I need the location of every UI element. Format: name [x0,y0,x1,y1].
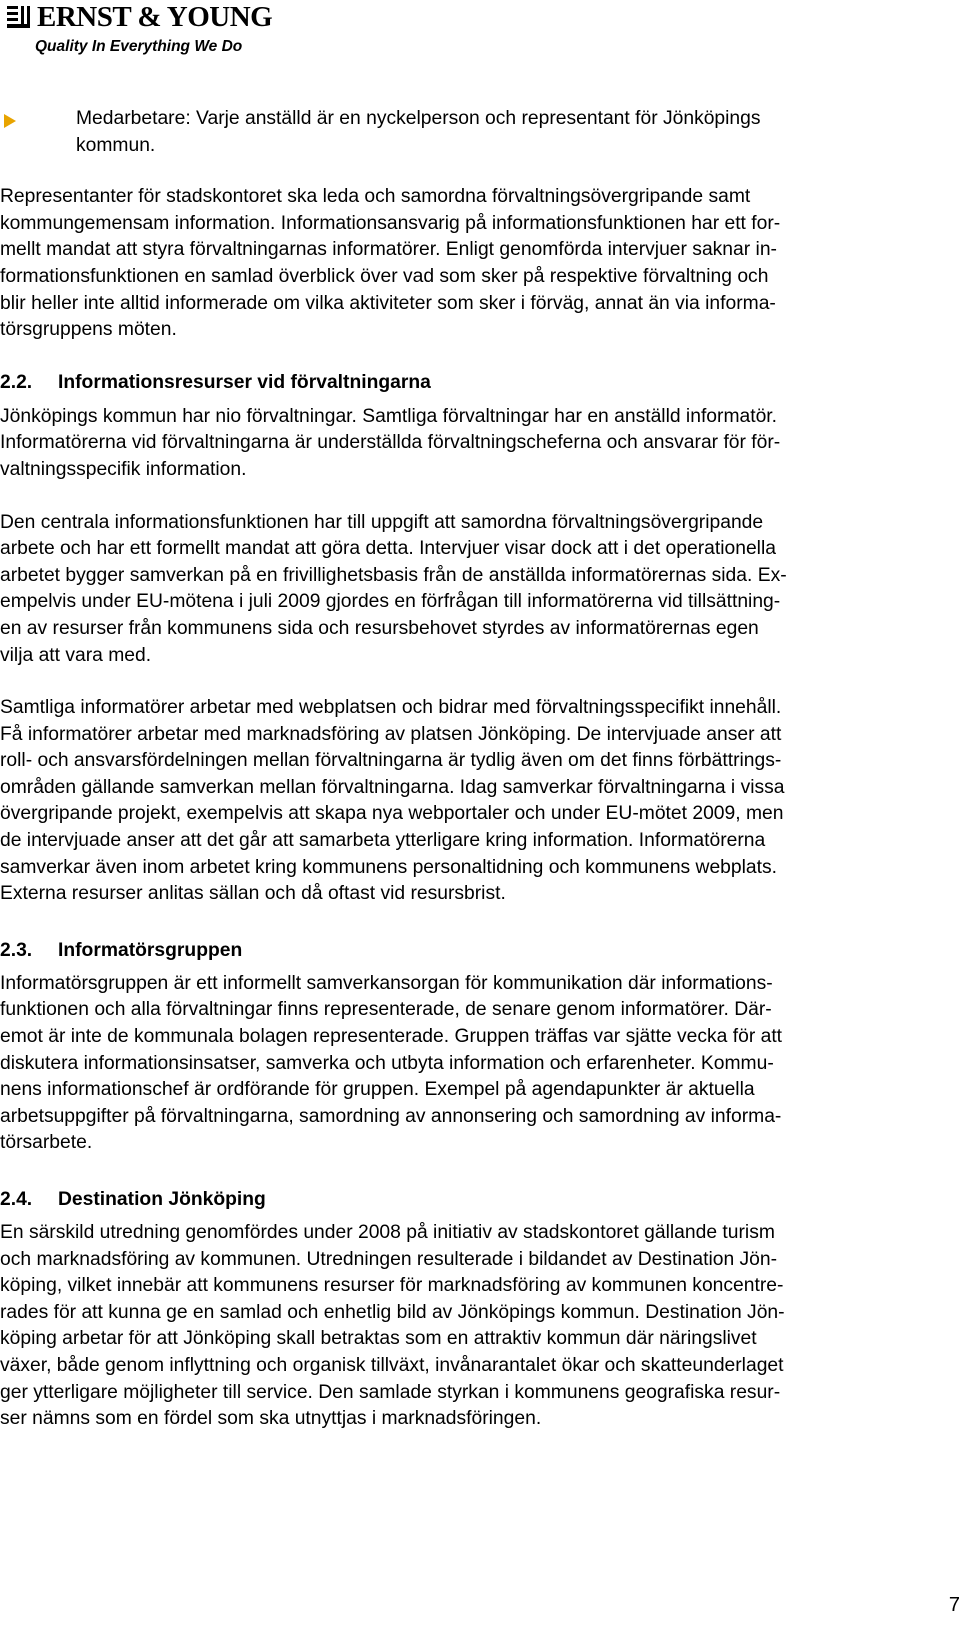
section-title: Informationsresurser vid förvaltningarna [58,371,431,393]
text-line: arbete och har ett formellt mandat att göra detta. Intervjuer visar dock att i det operationella [0,538,776,560]
text-line: Informatörsgruppen är ett informellt samverkansorgan för kommunikation där informations- [0,972,773,994]
triangle-right-icon [4,114,16,128]
company-tagline: Quality In Everything We Do [35,38,243,55]
text-line: kommungemensam information. Informationsansvarig på informationsfunktionen har ett for- [0,212,781,234]
text-line: roll- och ansvarsfördelningen mellan förvaltningarna är tydlig även om det finns förbättrings- [0,750,782,772]
text-line: arbetet bygger samverkan på en frivillighetsbasis från de anställda informatörernas sida. Ex- [0,564,787,586]
text-line: och marknadsföring av kommunen. Utredningen resulterade i bildandet av Destination Jön- [0,1248,778,1270]
text-line: funktionen och alla förvaltningar finns representerade, de senare genom informatörer. Där- [0,999,772,1021]
section-number: 2.2. [0,371,33,393]
section-title: Destination Jönköping [58,1189,266,1210]
company-name: ERNST & YOUNG [37,1,273,33]
text-line: Få informatörer arbetar med marknadsföring av platsen Jönköping. De intervjuade anser att [0,723,782,745]
bullet-line: kommun. [76,134,156,156]
text-line: emot är inte de kommunala bolagen representerade. Gruppen träffas var sjätte vecka för att [0,1026,783,1048]
text-line: de intervjuade anser att det går att samarbeta ytterligare kring information. Informatörerna [0,830,766,852]
text-line: Samtliga informatörer arbetar med webplatsen och bidrar med förvaltningsspecifikt innehåll. [0,697,782,719]
bullet-item [0,106,952,159]
text-line: samverkar även inom arbetet kring kommunens personaltidning och kommunens webplats. [0,856,777,878]
text-line: törsarbete. [0,1132,93,1154]
paragraph-forvaltningar [0,404,952,484]
text-line: ser nämns som en fördel som ska utnyttjas i marknadsföringen. [0,1408,542,1430]
section-number: 2.4. [0,1189,33,1210]
text-line: törsgruppens möten. [0,319,177,341]
company-logo [5,1,273,58]
section-number: 2.3. [0,939,33,961]
text-line: områden gällande samverkan mellan förvaltningarna. Idag samverkar förvaltningarna i vissa [0,776,785,798]
text-line: blir heller inte alltid informerade om vilka aktiviteter som sker i förväg, annat än via informa- [0,292,776,314]
text-line: rades för att kunna ge en samlad och enhetlig bild av Jönköpings kommun. Destination Jön- [0,1301,785,1323]
paragraph-samtliga-informatorer [0,695,952,908]
ey-mark-icon [5,4,33,30]
text-line: Jönköpings kommun har nio förvaltningar. Samtliga förvaltningar har en anställd informatör. [0,405,778,427]
text-line: nens informationschef är ordförande för gruppen. Exempel på agendapunkter är aktuella [0,1079,755,1101]
text-line: Informatörerna vid förvaltningarna är underställda förvaltningscheferna och ansvarar för för- [0,432,781,454]
document-body [0,106,952,1433]
bullet-line: Medarbetare: Varje anställd är en nyckelperson och representant för Jönköpings [76,108,761,129]
text-line: köping, vilket innebär att kommunens resurser för marknadsföring av kommunen koncentre- [0,1275,784,1297]
paragraph-representanter [0,184,952,344]
text-line: En särskild utredning genomfördes under 2008 på initiativ av stadskontoret gällande turism [0,1222,775,1243]
page-number: 7 [948,1594,960,1616]
section-heading-2-4 [0,1187,952,1213]
paragraph-destination-jonkoping [0,1220,952,1433]
section-title: Informatörsgruppen [58,939,243,961]
text-line: empelvis under EU-mötena i juli 2009 gjordes en förfrågan till informatörerna vid tillsättning- [0,591,781,613]
text-line: formationsfunktionen en samlad överblick över vad som sker på respektive förvaltning och [0,265,769,287]
text-line: ger ytterligare möjligheter till service. Den samlade styrkan i kommunens geografiska resur- [0,1381,781,1403]
text-line: Externa resurser anlitas sällan och då oftast vid resursbrist. [0,883,506,905]
text-line: mellt mandat att styra förvaltningarnas informatörer. Enligt genomförda intervjuer saknar in- [0,239,777,261]
section-heading-2-2 [0,370,952,396]
text-line: växer, både genom inflyttning och organisk tillväxt, invånarantalet ökar och skatteunderlaget [0,1354,784,1376]
paragraph-central-funktion [0,510,952,670]
paragraph-informatorsgruppen [0,971,952,1157]
text-line: Den centrala informationsfunktionen har till uppgift att samordna förvaltningsövergripande [0,511,764,533]
text-line: en av resurser från kommunens sida och resursbehovet styrdes av informatörernas egen [0,617,759,639]
text-line: övergripande projekt, exempelvis att skapa nya webportaler och under EU-mötet 2009, men [0,803,784,825]
section-heading-2-3 [0,938,952,964]
text-line: valtningsspecifik information. [0,458,247,480]
text-line: vilja att vara med. [0,644,152,666]
text-line: köping arbetar för att Jönköping skall betraktas som en attraktiv kommun där näringslivet [0,1328,757,1350]
text-line: Representanter för stadskontoret ska leda och samordna förvaltningsövergripande samt [0,186,751,208]
text-line: arbetsuppgifter på förvaltningarna, samordning av annonsering och samordning av informa- [0,1105,782,1127]
text-line: diskutera informationsinsatser, samverka och utbyta information och erfarenheter. Kommu- [0,1052,774,1074]
